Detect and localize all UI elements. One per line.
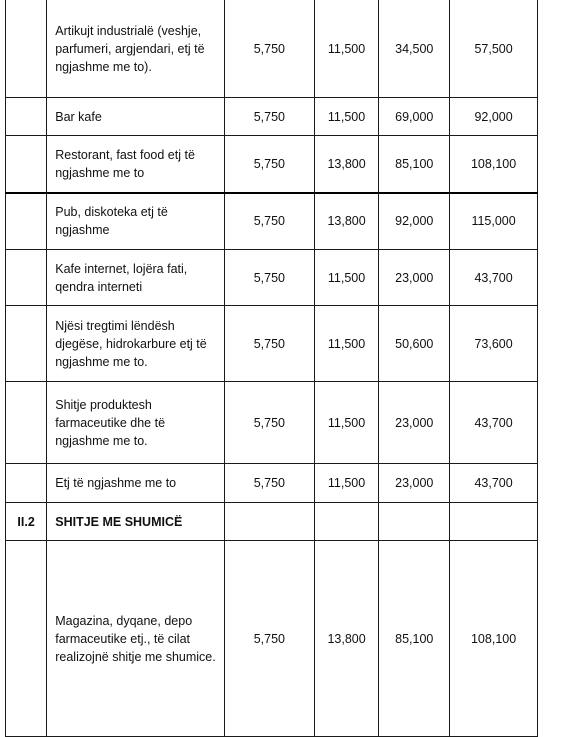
row-value-1-cell: 5,750 — [224, 193, 314, 250]
row-value-3-cell: 92,000 — [379, 193, 450, 250]
row-value-4-cell: 43,700 — [450, 464, 538, 503]
section-header-row — [6, 503, 538, 541]
row-value-2-cell: 11,500 — [314, 382, 379, 464]
row-value-3-cell: 34,500 — [379, 0, 450, 98]
row-value-4-cell: 92,000 — [450, 98, 538, 136]
row-description-cell: Restorant, fast food etj të ngjashme me to — [47, 136, 225, 193]
row-value-3-cell: 69,000 — [379, 98, 450, 136]
row-value-2-cell: 11,500 — [314, 250, 379, 306]
row-value-1-cell: 5,750 — [224, 0, 314, 98]
row-value-2-cell — [314, 503, 379, 541]
table-row — [6, 193, 538, 250]
row-value-1-cell — [224, 503, 314, 541]
row-code-cell — [6, 98, 47, 136]
row-value-4-cell: 43,700 — [450, 382, 538, 464]
row-value-3-cell: 23,000 — [379, 382, 450, 464]
row-value-2-cell: 11,500 — [314, 98, 379, 136]
row-code-cell — [6, 136, 47, 193]
row-description-cell: Artikujt industrialë (veshje, parfumeri, argjendari, etj të ngjashme me to). — [47, 0, 225, 98]
row-description-cell: Magazina, dyqane, depo farmaceutike etj., të cilat realizojnë shitje me shumice. — [47, 541, 225, 737]
table-row — [6, 0, 538, 98]
table-row — [6, 136, 538, 193]
row-value-4-cell: 43,700 — [450, 250, 538, 306]
row-value-2-cell: 13,800 — [314, 193, 379, 250]
row-description-cell: Kafe internet, lojëra fati, qendra interneti — [47, 250, 225, 306]
row-code-cell — [6, 250, 47, 306]
section-code-cell: II.2 — [6, 503, 47, 541]
row-code-cell — [6, 0, 47, 98]
row-value-3-cell: 23,000 — [379, 464, 450, 503]
row-value-4-cell: 57,500 — [450, 0, 538, 98]
row-value-3-cell: 50,600 — [379, 306, 450, 382]
row-value-2-cell: 11,500 — [314, 306, 379, 382]
row-value-2-cell: 11,500 — [314, 464, 379, 503]
row-value-3-cell: 85,100 — [379, 541, 450, 737]
table-row — [6, 541, 538, 737]
row-value-4-cell: 73,600 — [450, 306, 538, 382]
row-description-cell: Shitje produktesh farmaceutike dhe të ngjashme me to. — [47, 382, 225, 464]
row-value-3-cell — [379, 503, 450, 541]
row-value-3-cell: 85,100 — [379, 136, 450, 193]
section-title-cell: SHITJE ME SHUMICË — [47, 503, 225, 541]
tariff-table — [5, 0, 538, 737]
row-value-1-cell: 5,750 — [224, 98, 314, 136]
row-code-cell — [6, 306, 47, 382]
row-code-cell — [6, 541, 47, 737]
row-code-cell — [6, 464, 47, 503]
table-row — [6, 464, 538, 503]
row-description-cell: Njësi tregtimi lëndësh djegëse, hidrokarbure etj të ngjashme me to. — [47, 306, 225, 382]
row-description-cell: Pub, diskoteka etj të ngjashme — [47, 193, 225, 250]
row-value-1-cell: 5,750 — [224, 464, 314, 503]
table-row — [6, 306, 538, 382]
row-code-cell — [6, 382, 47, 464]
row-value-1-cell: 5,750 — [224, 250, 314, 306]
row-value-2-cell: 13,800 — [314, 136, 379, 193]
table-row — [6, 250, 538, 306]
row-value-4-cell: 115,000 — [450, 193, 538, 250]
row-value-1-cell: 5,750 — [224, 306, 314, 382]
row-value-1-cell: 5,750 — [224, 541, 314, 737]
row-code-cell — [6, 193, 47, 250]
row-value-1-cell: 5,750 — [224, 382, 314, 464]
row-value-2-cell: 13,800 — [314, 541, 379, 737]
row-value-2-cell: 11,500 — [314, 0, 379, 98]
row-value-4-cell: 108,100 — [450, 541, 538, 737]
row-description-cell: Bar kafe — [47, 98, 225, 136]
row-value-3-cell: 23,000 — [379, 250, 450, 306]
row-value-4-cell — [450, 503, 538, 541]
row-value-4-cell: 108,100 — [450, 136, 538, 193]
table-row — [6, 98, 538, 136]
row-value-1-cell: 5,750 — [224, 136, 314, 193]
table-row — [6, 382, 538, 464]
row-description-cell: Etj të ngjashme me to — [47, 464, 225, 503]
